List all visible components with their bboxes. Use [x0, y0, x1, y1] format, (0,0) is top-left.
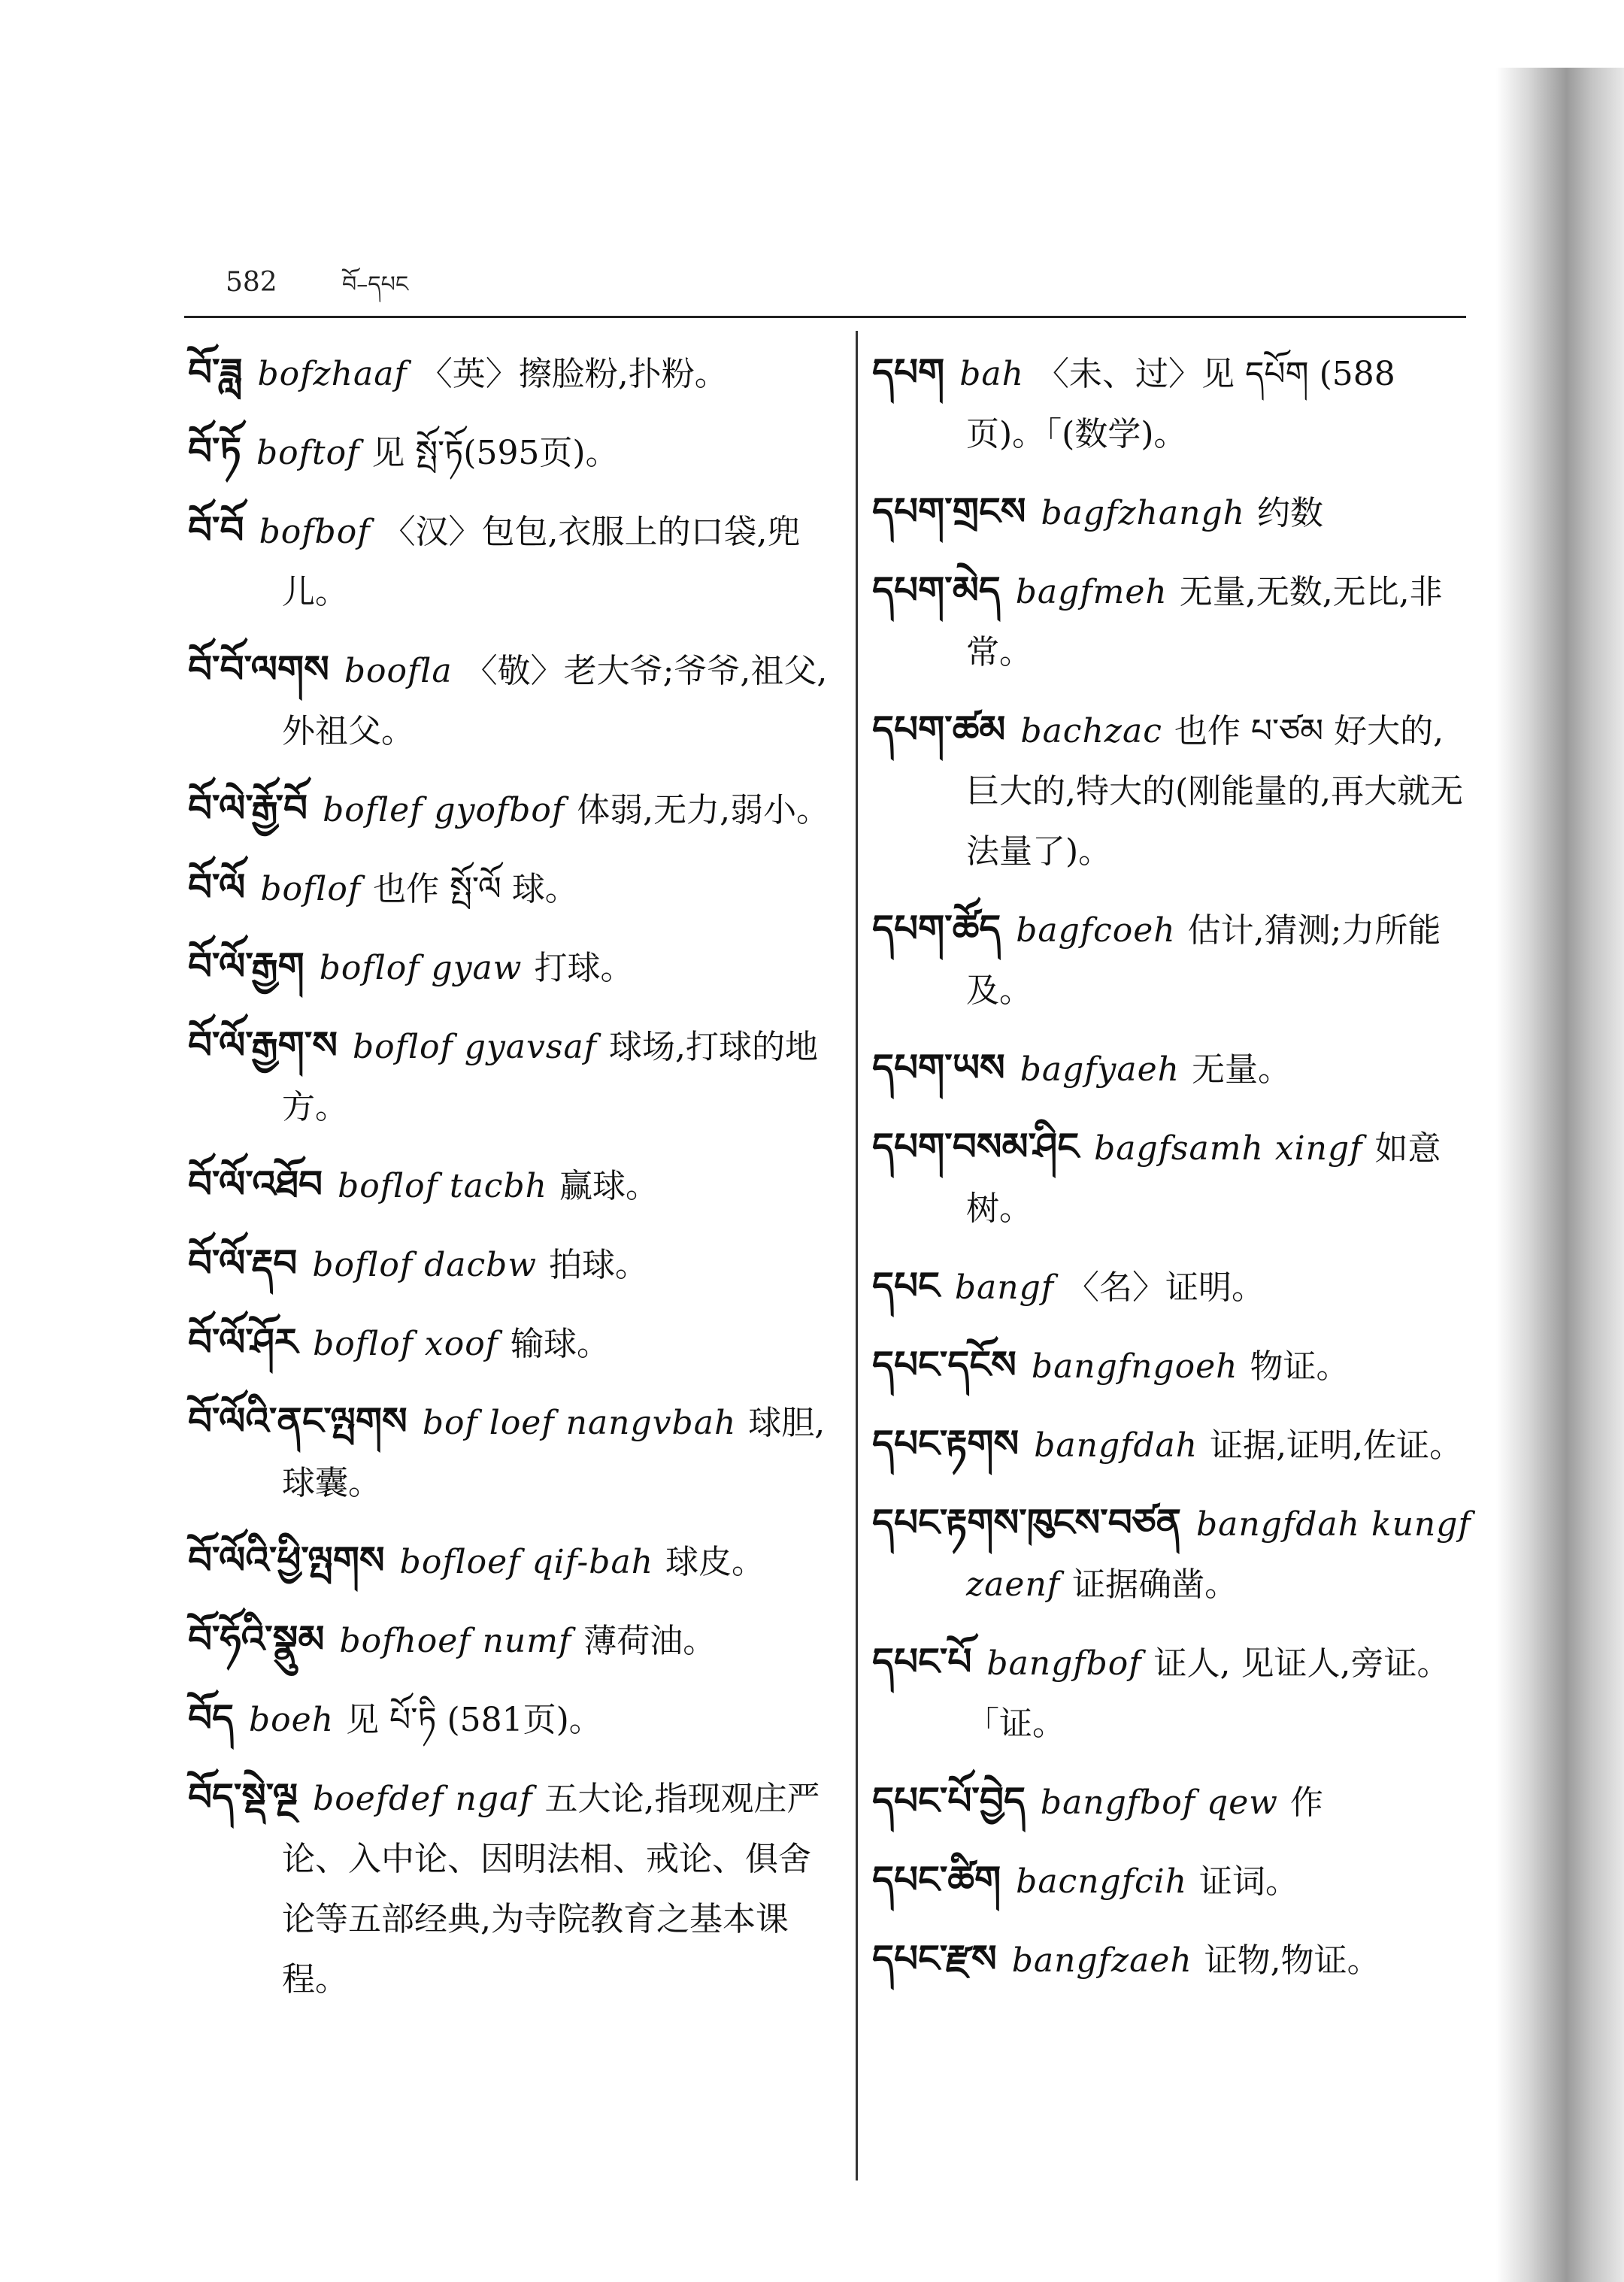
dictionary-entry [872, 1038, 1474, 1100]
entry-tibetan-headword: དཔག་ཚོད [872, 907, 1001, 950]
entry-definition: 〈敬〉老大爷;爷爷,祖父,外祖父。 [282, 652, 828, 750]
entry-romanization: bangf [954, 1268, 1055, 1307]
entry-romanization: boeh [249, 1701, 335, 1739]
entry-definition: 证词。 [1199, 1862, 1299, 1901]
entry-tibetan-headword: བོ་བོ་ལགས [188, 647, 329, 691]
entry-romanization: bacngfcih [1016, 1862, 1188, 1901]
dictionary-entry [872, 1850, 1474, 1912]
entry-tibetan-headword: བོ་ལོའི་ཕྱི་ལྤགས [188, 1538, 385, 1582]
entry-definition: 见 སྤོ་ཏོ(595页)。 [371, 434, 619, 472]
dictionary-entry [188, 1767, 835, 2010]
entry-tibetan-headword: དཔག་ཚམ [872, 708, 1006, 751]
dictionary-entry [872, 1632, 1474, 1754]
dictionary-entry [872, 1929, 1474, 1991]
entry-tibetan-headword: བོ་ལོ་རྒྱག་ས [188, 1023, 338, 1067]
entry-definition: 〈名〉证明。 [1066, 1268, 1265, 1307]
entry-definition: 〈未、过〉见 དཔོག (588页)。「(数学)。 [966, 355, 1395, 453]
left-column [188, 342, 835, 2026]
entry-tibetan-headword: དཔང་དངོས [872, 1343, 1017, 1386]
dictionary-entry [872, 699, 1474, 882]
entry-tibetan-headword: བོ་ལོ་ཤོར [188, 1320, 298, 1364]
entry-definition: 证据确凿。 [1072, 1565, 1238, 1604]
page-header [226, 259, 1466, 305]
entry-definition: 证物,物证。 [1204, 1941, 1380, 1980]
entry-romanization: boflof gyavsaf [353, 1028, 597, 1066]
entry-tibetan-headword: བོ་ཧོའི་སྣུམ [188, 1617, 325, 1661]
entry-tibetan-headword: དཔག་མེད [872, 568, 1001, 612]
entry-romanization: bagfzhangh [1041, 494, 1245, 532]
column-divider [856, 331, 858, 2180]
entry-definition: 打球。 [534, 949, 634, 987]
entry-tibetan-headword: བོ་ལོའི་ནང་ལྤགས [188, 1399, 408, 1443]
entry-romanization: bangfngoeh [1031, 1347, 1238, 1386]
entry-definition: 体弱,无力,弱小。 [577, 791, 830, 829]
dictionary-entry [188, 421, 835, 483]
dictionary-entry [872, 481, 1474, 544]
entry-romanization: boflof [260, 870, 362, 908]
entry-definition: 见 པོ་ཏི (581页)。 [346, 1701, 602, 1739]
entry-romanization: bachzac [1020, 712, 1162, 750]
entry-tibetan-headword: བོ་ལོ་རྒྱག [188, 944, 304, 988]
dictionary-entry [188, 1015, 835, 1138]
entry-romanization: bofloef qif-bah [399, 1543, 654, 1581]
entry-romanization: bangfbof [986, 1644, 1142, 1683]
entry-definition: 〈英〉擦脸粉,扑粉。 [419, 355, 728, 393]
entry-tibetan-headword: དཔག་གྲངས [872, 489, 1026, 533]
dictionary-entry [188, 1609, 835, 1671]
dictionary-entry [188, 639, 835, 762]
entry-romanization: bofzhaaf [257, 355, 408, 393]
entry-tibetan-headword: བོ་ཟླ [188, 350, 243, 394]
entry-tibetan-headword: དཔང [872, 1264, 940, 1308]
entry-tibetan-headword: བོ་ལོ་རྡབ [188, 1241, 298, 1285]
dictionary-entry [188, 1154, 835, 1217]
entry-romanization: bagfsamh xingf [1094, 1129, 1363, 1168]
entry-romanization: boflof gyaw [319, 949, 523, 987]
entry-romanization: boofla [344, 652, 453, 690]
entry-tibetan-headword: བོ་བོ [188, 508, 244, 552]
dictionary-entry [872, 560, 1474, 683]
entry-romanization: bof loef nangvbah [422, 1404, 737, 1442]
entry-tibetan-headword: དཔང་རྟགས [872, 1422, 1020, 1465]
entry-definition: 无量。 [1192, 1050, 1292, 1089]
entry-romanization: boflof dacbw [312, 1246, 538, 1284]
entry-tibetan-headword: དཔང་རྟགས་ཁུངས་བཙན [872, 1501, 1181, 1544]
entry-definition: 证人, 见证人,旁证。「证。 [966, 1644, 1450, 1743]
entry-definition: 输球。 [510, 1325, 610, 1363]
entry-definition: 估计,猜测;力所能及。 [966, 911, 1441, 1010]
entry-romanization: bangfdah kungfzaenf [966, 1505, 1471, 1604]
dictionary-entry [872, 1256, 1474, 1318]
dictionary-entry [188, 857, 835, 920]
entry-definition: 无量,无数,无比,非常。 [966, 573, 1443, 671]
running-head: བོ–དཔང [342, 271, 409, 298]
entry-definition: 拍球。 [549, 1246, 649, 1284]
entry-definition: 作 [1289, 1783, 1323, 1822]
dictionary-entry [188, 1312, 835, 1374]
entry-romanization: bofhoef numf [339, 1622, 572, 1660]
entry-tibetan-headword: བོ་ལོ་འཐོབ [188, 1162, 323, 1206]
entry-tibetan-headword: དཔག [872, 350, 945, 394]
entry-definition: 球胆,球囊。 [282, 1404, 826, 1502]
entry-romanization: bangfdah [1034, 1426, 1198, 1465]
entry-romanization: boflef gyofbof [323, 791, 565, 829]
entry-romanization: bangfzaeh [1011, 1941, 1192, 1980]
entry-romanization: boflof tacbh [338, 1167, 547, 1205]
right-column [872, 342, 1474, 2008]
entry-tibetan-headword: བོད་སྡེ་ལྔ [188, 1775, 298, 1819]
entry-romanization: bagfcoeh [1016, 911, 1176, 950]
entry-tibetan-headword: དཔང་རྫས [872, 1937, 997, 1980]
page-number: 582 [226, 267, 277, 298]
entry-tibetan-headword: བོ་ལེ་རྒྱོ་བོ [188, 786, 308, 830]
header-rule [184, 316, 1466, 318]
entry-definition: 也作 པ་ཙམ 好大的,巨大的,特大的(刚能量的,再大就无法量了)。 [966, 712, 1464, 871]
entry-romanization: boflof xoof [313, 1325, 498, 1363]
dictionary-entry [188, 1391, 835, 1514]
entry-tibetan-headword: བོ་ཏོ [188, 429, 241, 473]
entry-tibetan-headword: དཔང་པོ་བྱེད [872, 1779, 1026, 1823]
entry-romanization: bah [959, 355, 1024, 393]
dictionary-entry [872, 1414, 1474, 1476]
entry-definition: 约数 [1256, 494, 1323, 532]
entry-definition: 〈汉〉包包,衣服上的口袋,兜儿。 [282, 513, 801, 611]
entry-romanization: bofbof [259, 513, 371, 551]
entry-tibetan-headword: དཔག་བསམ་ཤིང [872, 1125, 1080, 1168]
entry-tibetan-headword: བོད [188, 1696, 234, 1740]
entry-definition: 薄荷油。 [583, 1622, 717, 1660]
entry-romanization: boefdef ngaf [313, 1780, 533, 1818]
dictionary-entry [188, 342, 835, 405]
entry-definition: 赢球。 [559, 1167, 659, 1205]
dictionary-entry [872, 1771, 1474, 1833]
dictionary-entry [188, 936, 835, 999]
dictionary-entry [872, 899, 1474, 1021]
entry-definition: 球场,打球的地方。 [282, 1028, 818, 1126]
binding-shadow [1496, 68, 1624, 2282]
dictionary-entry [188, 778, 835, 841]
dictionary-entry [872, 342, 1474, 465]
entry-definition: 证据,证明,佐证。 [1210, 1426, 1463, 1465]
dictionary-entry [188, 1233, 835, 1296]
entry-definition: 物证。 [1250, 1347, 1350, 1386]
entry-definition: 如意树。 [966, 1129, 1441, 1228]
entry-definition: 球皮。 [665, 1543, 765, 1581]
entry-romanization: bagfmeh [1015, 573, 1168, 611]
entry-definition: 五大论,指现观庄严论、入中论、因明法相、戒论、俱舍论等五部经典,为寺院教育之基本课程。 [282, 1780, 820, 1999]
entry-tibetan-headword: བོ་ལོ [188, 865, 246, 909]
dictionary-entry [188, 1688, 835, 1750]
entry-tibetan-headword: དཔག་ཡས [872, 1046, 1005, 1089]
entry-definition: 也作 སྤོ་ལོ 球。 [373, 870, 578, 908]
dictionary-entry [872, 1117, 1474, 1239]
dictionary-entry [188, 1530, 835, 1593]
entry-romanization: bangfbof qew [1040, 1783, 1278, 1822]
dictionary-entry [188, 500, 835, 623]
dictionary-entry [872, 1493, 1474, 1615]
entry-romanization: boftof [256, 434, 360, 472]
entry-romanization: bagfyaeh [1020, 1050, 1180, 1089]
dictionary-entry [872, 1335, 1474, 1397]
entry-tibetan-headword: དཔང་པོ [872, 1640, 972, 1683]
entry-tibetan-headword: དཔང་ཚིག [872, 1858, 1001, 1902]
